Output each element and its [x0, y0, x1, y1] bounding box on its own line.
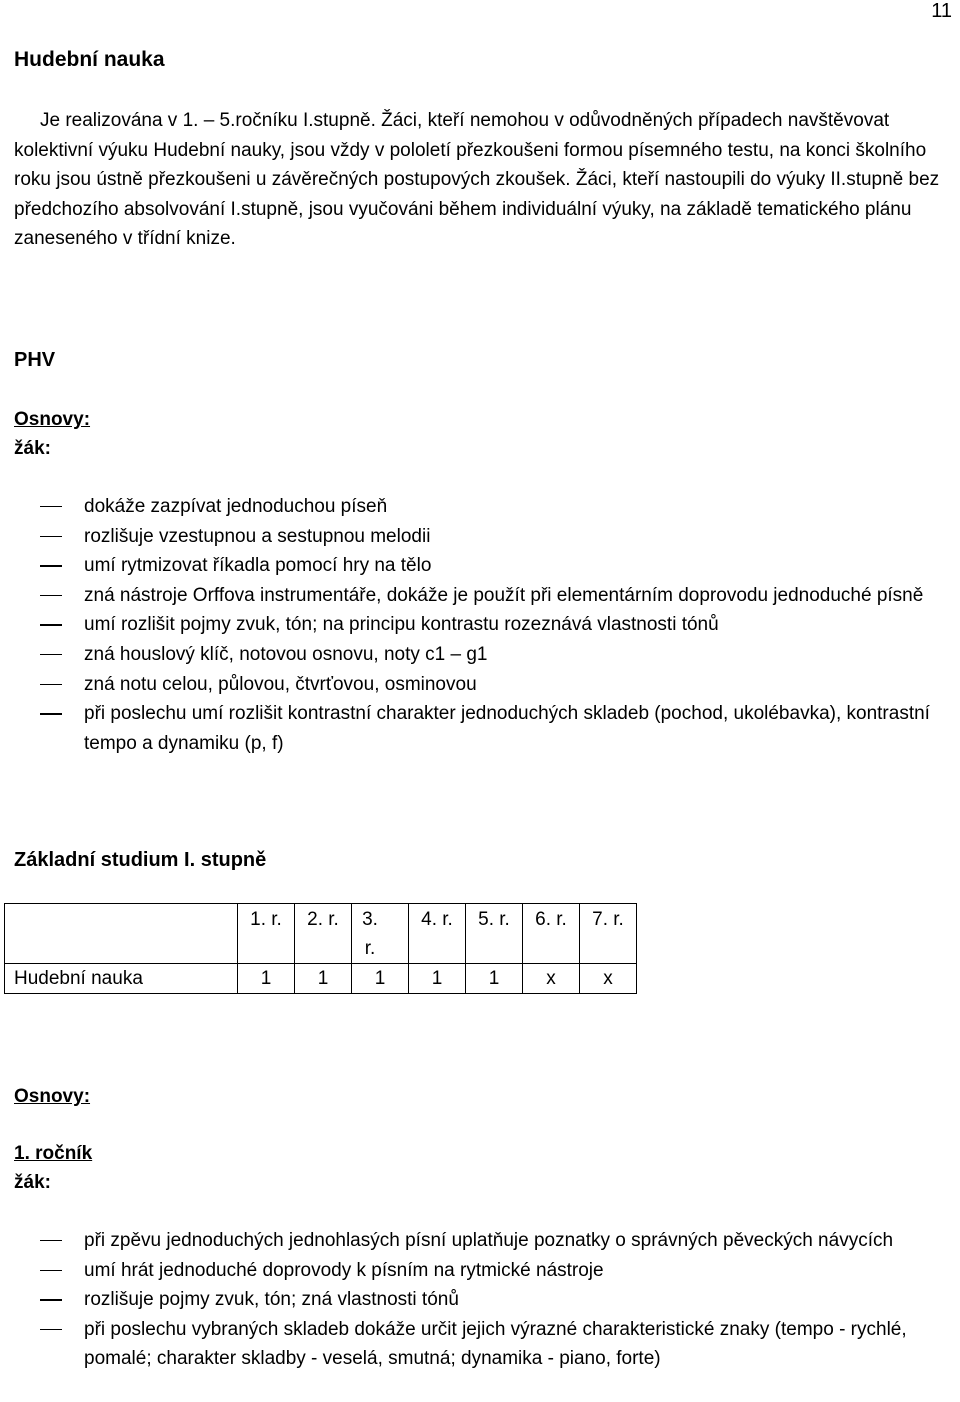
table-header-row [5, 904, 637, 964]
table-cell: 1 [466, 964, 523, 994]
list-item: umí rytmizovat říkadla pomocí hry na tělo [0, 551, 960, 581]
table-cell: 1 [352, 964, 409, 994]
phv-title: PHV [14, 349, 56, 371]
page-number: 11 [931, 0, 952, 22]
rocnik1-title: 1. ročník [14, 1143, 93, 1164]
section-title: Hudební nauka [14, 48, 165, 71]
table-header-cell: 4. r. [409, 904, 466, 964]
table-row-label: Hudební nauka [5, 964, 238, 994]
table-header-cell: 2. r. [295, 904, 352, 964]
list-item: umí rozlišit pojmy zvuk, tón; na principu kontrastu rozeznává vlastnosti tónů [0, 610, 960, 640]
intro-paragraph: Je realizována v 1. – 5.ročníku I.stupně. Žáci, kteří nemohou v odůvodněných případech navštěvovat kolektivní výuku Hudební nauky, jsou vždy v pololetí přezkoušeni formou písemného testu, na konci školního roku jsou ústně přezkoušeni u závěrečných postupových zkoušek. Žáci, kteří nastoupili do výuky II.stupně bez předchozího absolvování I.stupně, jsou vyučováni během individuální výuky, na základě tematického plánu zaneseného v třídní knize. [14, 110, 940, 249]
hours-table [4, 903, 637, 994]
list-item: při zpěvu jednoduchých jednohlasých písní uplatňuje poznatky o správných pěveckých návycích [0, 1226, 960, 1256]
rocnik1-zak-label: žák: [14, 1172, 51, 1193]
table-cell: 1 [409, 964, 466, 994]
zakladni-studium-title: Základní studium I. stupně [14, 849, 267, 871]
dash-bullet-icon [40, 713, 62, 714]
dash-bullet-icon [40, 506, 62, 507]
list-item: zná houslový klíč, notovou osnovu, noty c1 – g1 [0, 640, 960, 670]
list-item: rozlišuje vzestupnou a sestupnou melodii [0, 522, 960, 552]
table-header-cell: 6. r. [523, 904, 580, 964]
dash-bullet-icon [40, 565, 62, 566]
dash-bullet-icon [40, 595, 62, 596]
list-item: při poslechu umí rozlišit kontrastní charakter jednoduchých skladeb (pochod, ukolébavka), kontrastní tempo a dynamiku (p, f) [0, 699, 960, 758]
table-header-cell: 1. r. [238, 904, 295, 964]
list-item: zná nástroje Orffova instrumentáře, dokáže je použít při elementárním doprovodu jednoduché písně [0, 581, 960, 611]
list-item: dokáže zazpívat jednoduchou píseň [0, 492, 960, 522]
dash-bullet-icon [40, 624, 62, 625]
dash-bullet-icon [40, 536, 62, 537]
rocnik1-osnovy-label: Osnovy: [14, 1086, 91, 1107]
table-corner-cell [5, 904, 238, 964]
phv-outcomes-list [0, 492, 960, 758]
list-item: umí hrát jednoduché doprovody k písním na rytmické nástroje [0, 1256, 960, 1286]
rocnik1-outcomes-list [0, 1226, 960, 1374]
table-cell: x [523, 964, 580, 994]
dash-bullet-icon [40, 654, 62, 655]
dash-bullet-icon [40, 1329, 62, 1330]
phv-zak-label: žák: [14, 438, 51, 459]
table-header-cell: 7. r. [580, 904, 637, 964]
table-cell: x [580, 964, 637, 994]
list-item: při poslechu vybraných skladeb dokáže určit jejich výrazné charakteristické znaky (tempo - rychlé, pomalé; charakter skladby - veselá, smutná; dynamika - piano, forte) [0, 1315, 960, 1374]
list-item: zná notu celou, půlovou, čtvrťovou, osminovou [0, 670, 960, 700]
table-header-cell: 5. r. [466, 904, 523, 964]
list-item: rozlišuje pojmy zvuk, tón; zná vlastnosti tónů [0, 1285, 960, 1315]
table-cell: 1 [295, 964, 352, 994]
table-header-cell: 3. r. [352, 904, 409, 964]
dash-bullet-icon [40, 1240, 62, 1241]
phv-osnovy-label: Osnovy: [14, 409, 91, 430]
dash-bullet-icon [40, 684, 62, 685]
table-cell: 1 [238, 964, 295, 994]
dash-bullet-icon [40, 1299, 62, 1300]
dash-bullet-icon [40, 1270, 62, 1271]
table-row [5, 964, 637, 994]
